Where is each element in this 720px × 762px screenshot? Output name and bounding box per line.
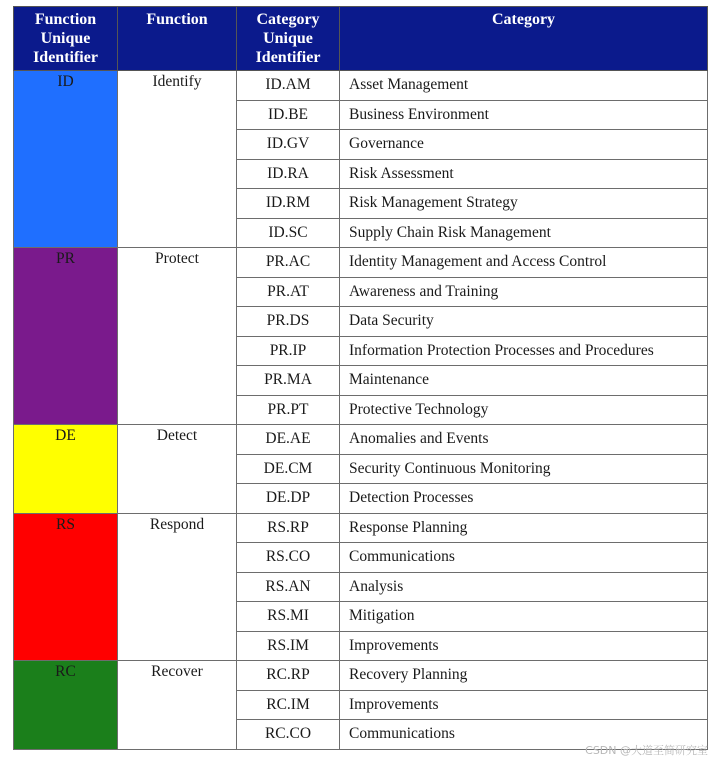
category-uid-cell: PR.IP <box>237 336 340 366</box>
category-name-cell: Anomalies and Events <box>340 425 708 455</box>
category-name-cell: Awareness and Training <box>340 277 708 307</box>
watermark: CSDN @大道至简研究室 <box>585 744 708 757</box>
category-name-cell: Communications <box>340 543 708 573</box>
header-function: Function <box>118 7 237 71</box>
header-category-uid: Category Unique Identifier <box>237 7 340 71</box>
category-name-cell: Response Planning <box>340 513 708 543</box>
table-row <box>14 71 708 101</box>
table-row <box>14 513 708 543</box>
category-name-cell: Improvements <box>340 690 708 720</box>
category-uid-cell: RC.IM <box>237 690 340 720</box>
function-uid-cell: RC <box>14 661 118 750</box>
category-uid-cell: RS.MI <box>237 602 340 632</box>
category-uid-cell: PR.PT <box>237 395 340 425</box>
header-function-uid: Function Unique Identifier <box>14 7 118 71</box>
category-uid-cell: RS.AN <box>237 572 340 602</box>
category-name-cell: Protective Technology <box>340 395 708 425</box>
category-name-cell: Information Protection Processes and Procedures <box>340 336 708 366</box>
table-row <box>14 248 708 278</box>
function-name-cell: Respond <box>118 513 237 661</box>
table-body <box>14 71 708 750</box>
category-uid-cell: DE.CM <box>237 454 340 484</box>
csf-function-category-table <box>13 6 708 750</box>
function-uid-cell: RS <box>14 513 118 661</box>
category-name-cell: Governance <box>340 130 708 160</box>
category-uid-cell: RC.RP <box>237 661 340 691</box>
table-row <box>14 425 708 455</box>
category-name-cell: Mitigation <box>340 602 708 632</box>
category-uid-cell: ID.RA <box>237 159 340 189</box>
category-uid-cell: PR.AT <box>237 277 340 307</box>
table-row <box>14 661 708 691</box>
category-name-cell: Supply Chain Risk Management <box>340 218 708 248</box>
category-name-cell: Recovery Planning <box>340 661 708 691</box>
category-name-cell: Business Environment <box>340 100 708 130</box>
category-name-cell: Analysis <box>340 572 708 602</box>
function-uid-cell: DE <box>14 425 118 514</box>
category-uid-cell: RS.RP <box>237 513 340 543</box>
header-row <box>14 7 708 71</box>
category-name-cell: Risk Management Strategy <box>340 189 708 219</box>
csf-table-container <box>13 6 707 750</box>
function-uid-cell: PR <box>14 248 118 425</box>
header-category: Category <box>340 7 708 71</box>
category-uid-cell: RS.CO <box>237 543 340 573</box>
category-uid-cell: PR.DS <box>237 307 340 337</box>
category-name-cell: Security Continuous Monitoring <box>340 454 708 484</box>
category-uid-cell: DE.DP <box>237 484 340 514</box>
category-name-cell: Communications <box>340 720 708 750</box>
function-name-cell: Detect <box>118 425 237 514</box>
category-uid-cell: ID.AM <box>237 71 340 101</box>
category-uid-cell: ID.RM <box>237 189 340 219</box>
category-uid-cell: RS.IM <box>237 631 340 661</box>
function-name-cell: Recover <box>118 661 237 750</box>
category-name-cell: Detection Processes <box>340 484 708 514</box>
category-name-cell: Risk Assessment <box>340 159 708 189</box>
category-uid-cell: ID.BE <box>237 100 340 130</box>
category-uid-cell: RC.CO <box>237 720 340 750</box>
category-uid-cell: ID.GV <box>237 130 340 160</box>
category-uid-cell: ID.SC <box>237 218 340 248</box>
category-name-cell: Identity Management and Access Control <box>340 248 708 278</box>
function-uid-cell: ID <box>14 71 118 248</box>
category-name-cell: Asset Management <box>340 71 708 101</box>
table-header <box>14 7 708 71</box>
category-name-cell: Improvements <box>340 631 708 661</box>
category-uid-cell: DE.AE <box>237 425 340 455</box>
category-uid-cell: PR.MA <box>237 366 340 396</box>
category-uid-cell: PR.AC <box>237 248 340 278</box>
category-name-cell: Maintenance <box>340 366 708 396</box>
function-name-cell: Identify <box>118 71 237 248</box>
function-name-cell: Protect <box>118 248 237 425</box>
category-name-cell: Data Security <box>340 307 708 337</box>
